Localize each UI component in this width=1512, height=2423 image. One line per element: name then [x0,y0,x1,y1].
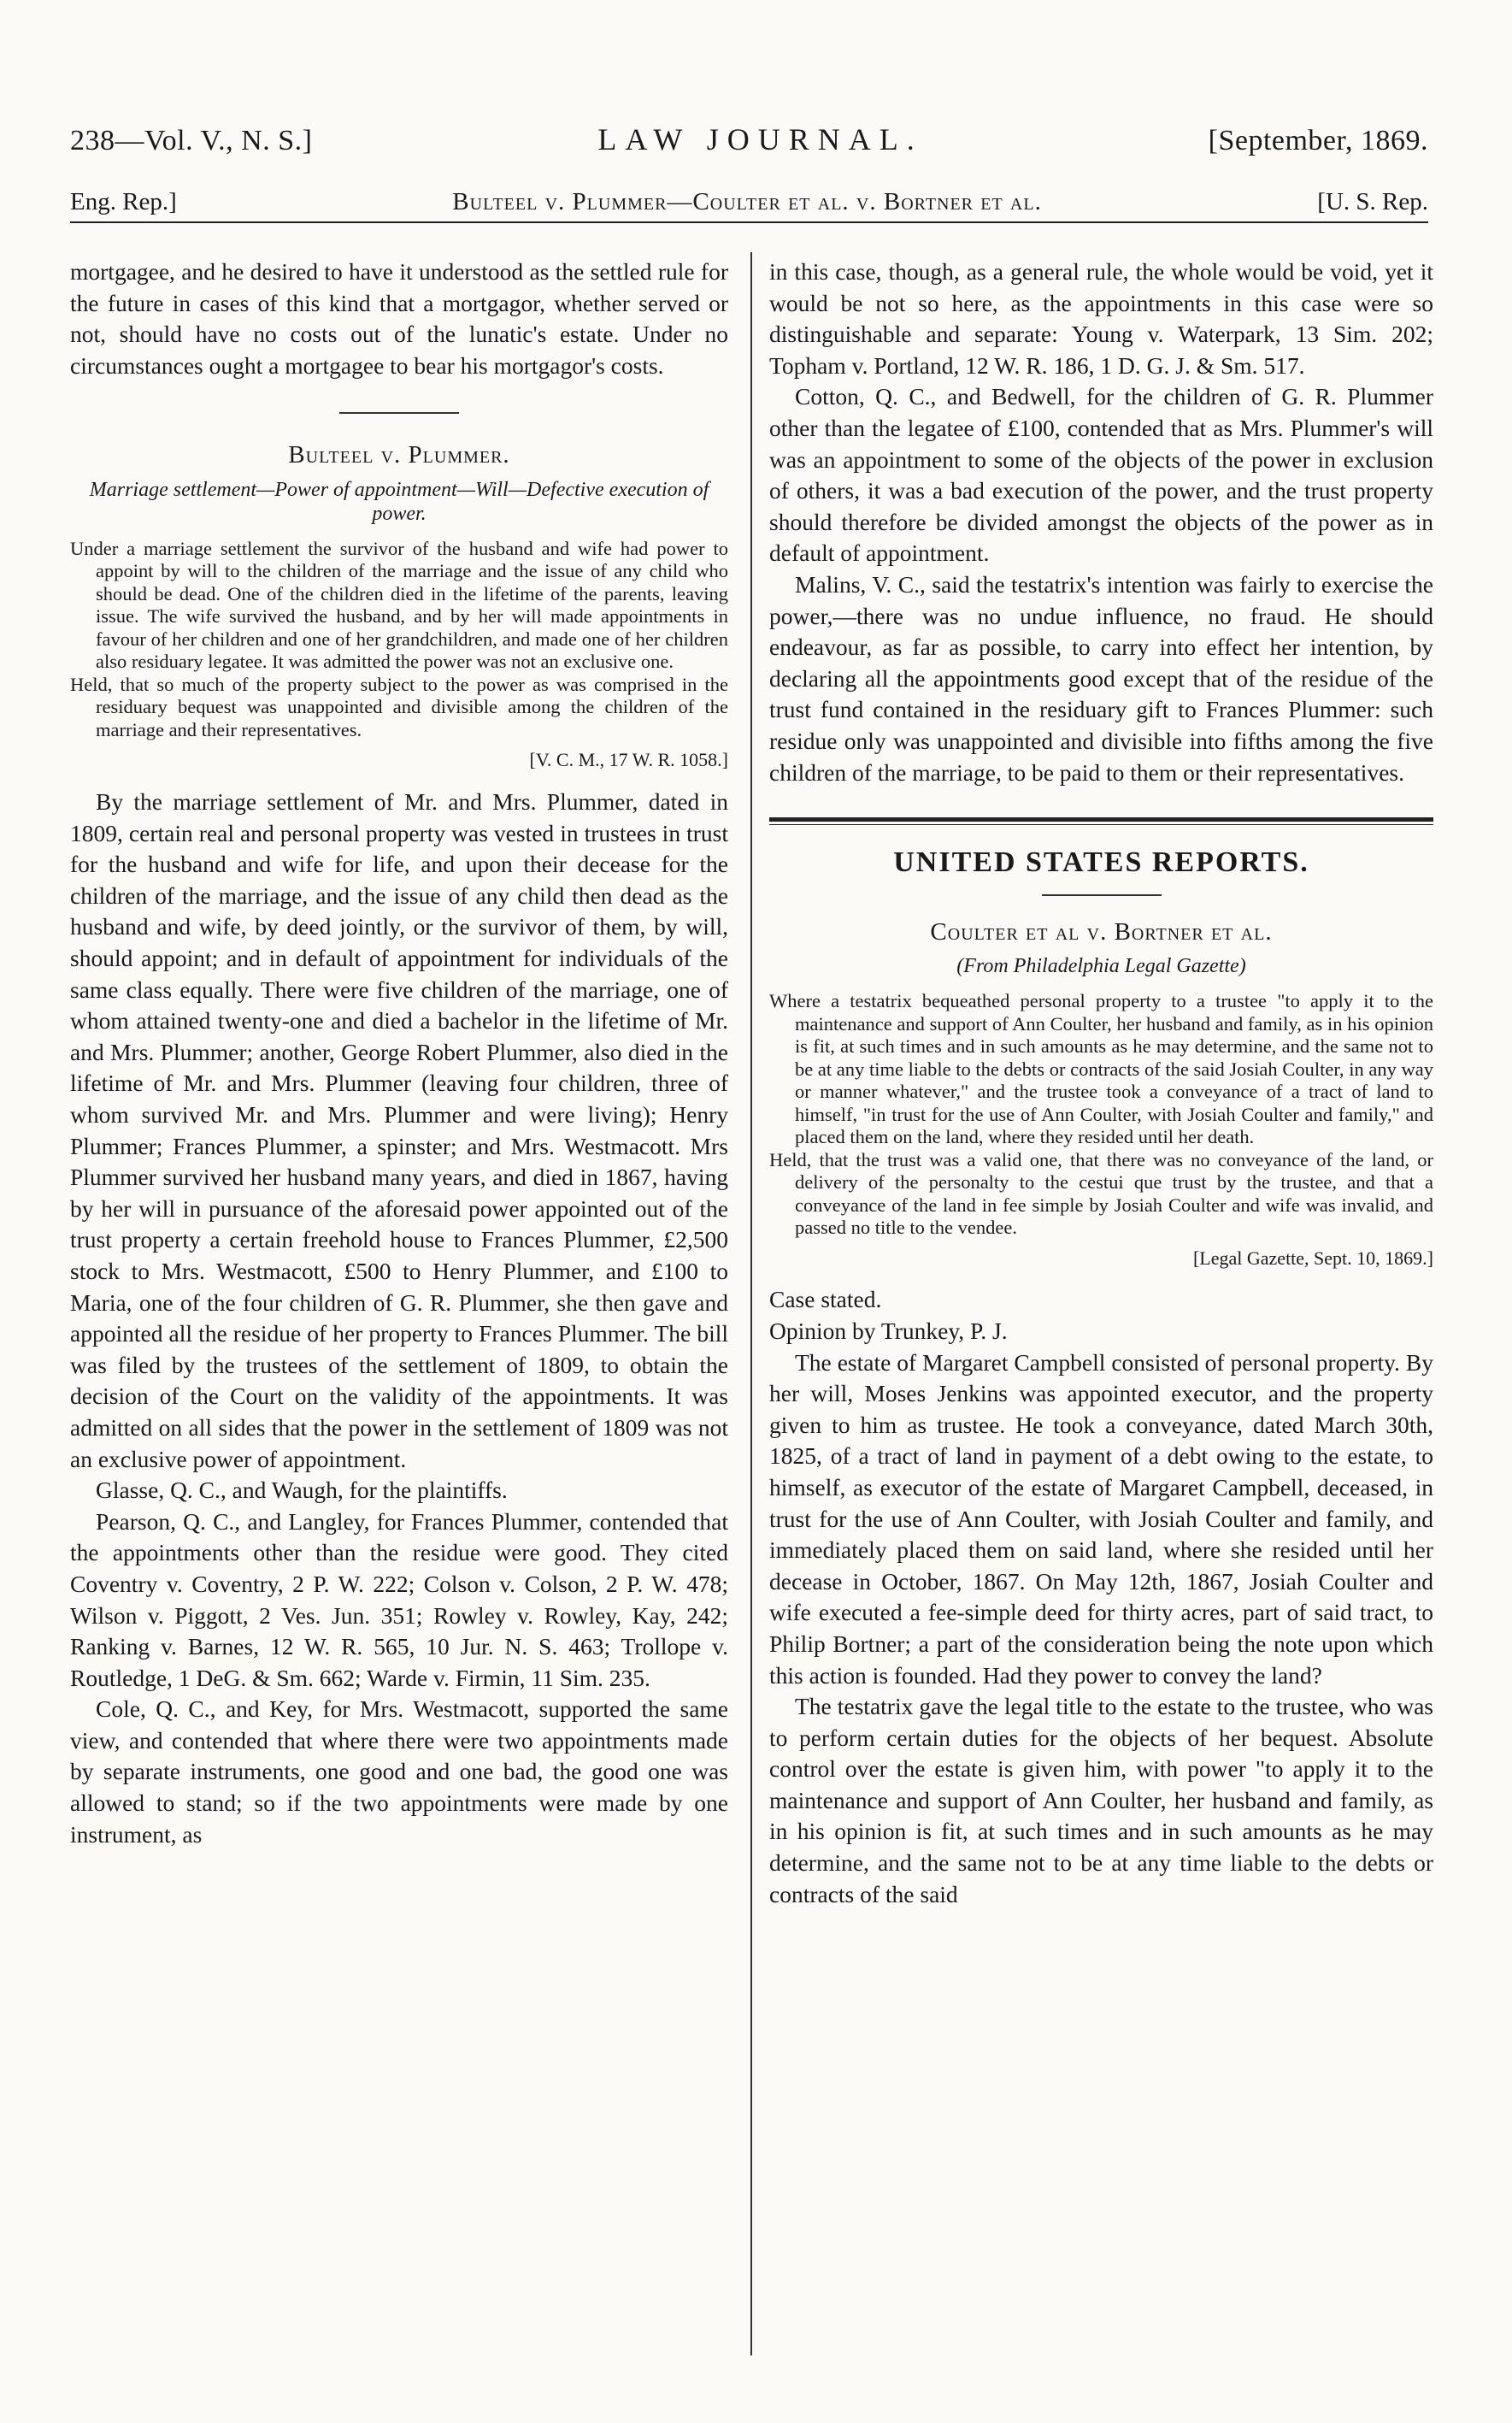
issue-date: [September, 1869. [1208,125,1428,156]
case-subheader [70,188,1428,223]
left-intro-paragraph: mortgagee, and he desired to have it understood as the settled rule for the future in cases of this kind that a mortgagor, whether served or not, should have no costs out of the lunatic's estate. Under no circumstances ought a mortgagee to bear his mortgagor's costs. [70,258,728,379]
left-paragraph-1: By the marriage settlement of Mr. and Mrs. Plummer, dated in 1809, certain real and personal property was vested in trustees in trust for the husband and wife for life, and upon their decease for the children of the marriage, and the issue of any child then dead as the husband and wife, by deed jointly, or the survivor of them, by will, should appoint; and in default of appointment for individuals of the same class equally. There were five children of the marriage, one of whom attained twenty-one and died a bachelor in the lifetime of Mr. and Mrs. Plummer; another, George Robert Plummer, also died in the lifetime of Mr. and Mrs. Plummer (leaving four children, three of whom survived Mr. and Mrs. Plummer and were living); Henry Plummer; Frances Plummer, a spinster; and Mrs. Westmacott. Mrs Plummer survived her husband many years, and died in 1867, having by her will in pursuance of the aforesaid power appointed out of the trust property a certain freehold house to Frances Plummer, £2,500 stock to Mrs. Westmacott, £500 to Henry Plummer, and £100 to Maria, one of the four children of G. R. Plummer, she then gave and appointed all the residue of her property to Frances Plummer. The bill was filed by the trustees of the settlement of 1809, to obtain the decision of the Court on the validity of the appointments. It was admitted on all sides that the power in the settlement of 1809 was not an exclusive power of appointment. [70,788,728,1472]
headnote-held: Held, that so much of the property subject to the power as was comprised in the residuary bequest was unappointed and divisible among the children of the marriage and their representatives. [70,673,728,740]
right-paragraph-7: The testatrix gave the legal title to the estate to the trustee, who was to perform certain duties for the objects of her bequest. Absolute control over the estate is given him, with power "to apply it to the maintenance and support of Ann Coulter, her husband and family, as in his opinion is fit, at such times and in such amounts as he may determine, and the same not to be at any time liable to the debts or contracts of the said [769,1693,1433,1907]
left-paragraph-4: Cole, Q. C., and Key, for Mrs. Westmacott, supported the same view, and contended that where there were two appointments made by separate instruments, one good and one bad, the good one was allowed to stand; so if the two appointments were made by one instrument, as [70,1695,728,1848]
cases-heading: Bulteel v. Plummer—Coulter et al. v. Bortner et al. [452,188,1042,215]
right-report-tag: [U. S. Rep. [1317,188,1428,215]
case-citation-us: [Legal Gazette, Sept. 10, 1869.] [1192,1247,1433,1269]
left-paragraph-3: Pearson, Q. C., and Langley, for Frances Plummer, contended that the appointments other than the residue were good. They cited Coventry v. Coventry, 2 P. W. 222; Colson v. Colson, 2 P. W. 478; Wilson v. Piggott, 2 Ves. Jun. 351; Rowley v. Rowley, Kay, 242; Ranking v. Barnes, 12 W. R. 565, 10 Jur. N. S. 463; Trollope v. Routledge, 1 DeG. & Sm. 662; Warde v. Firmin, 11 Sim. 235. [70,1507,728,1691]
headnote-facts: Under a marriage settlement the survivor of the husband and wife had power to appoint by will to the children of the marriage and the issue of any child who should be dead. One of the children died in the lifetime of the parents, leaving issue. The wife survived the husband, and by her will made appointments in favour of her children and one of her grandchildren, and made one of her children also residuary legatee. It was admitted the power was not an exclusive one. [70,537,728,673]
page-reference: 238—Vol. V., N. S.] [70,125,313,156]
case-title-bulteel: Bulteel v. Plummer. [288,441,510,469]
right-paragraph-6: The estate of Margaret Campbell consisted of personal property. By her will, Moses Jenkins was appointed executor, and the property given to him as trustee. He took a conveyance, dated March 30th, 1825, of a tract of land in payment of a debt owing to the estate, to himself, as executor of the estate of Margaret Campbell, deceased, in trust for the use of Ann Coulter, with Josiah Coulter and family, and immediately placed them on said land, where she resided until her decease in October, 1867. On May 12th, 1867, Josiah Coulter and wife executed a fee-simple deed for thirty acres, part of said tract, to Philip Bortner; a part of the consideration being the note upon which this action is founded. Had they power to convey the land? [769,1348,1433,1689]
headnote-us-held: Held, that the trust was a valid one, that there was no conveyance of the land, or delivery of the personalty to the cestui que trust by the trustee, and that a conveyance of the land in fee simple by Josiah Coulter and wife was invalid, and passed no title to the vendee. [769,1148,1433,1239]
right-column [769,256,1433,1910]
section-double-rule [769,817,1433,825]
running-header [70,121,1428,157]
left-report-tag: Eng. Rep.] [70,188,177,215]
section-rule [339,412,459,414]
right-paragraph-1: in this case, though, as a general rule, the whole would be void, yet it would be not so here, as the appointments in this case were so distinguishable and separate: Young v. Waterpark, 13 Sim. 202; Topham v. Portland, 12 W. R. 186, 1 D. G. J. & Sm. 517. [769,258,1433,379]
left-column [70,256,728,1850]
journal-title: LAW JOURNAL. [597,122,923,156]
headnote [70,538,728,742]
headnote-us [769,990,1433,1240]
column-divider [750,252,752,2355]
case-source: (From Philadelphia Legal Gazette) [956,955,1246,978]
right-paragraph-4: Case stated. [769,1286,882,1313]
right-paragraph-3: Malins, V. C., said the testatrix's intention was fairly to exercise the power,—there was no undue influence, no fraud. He should endeavour, as far as possible, to carry into effect her intention, by declaring all the appointments good except that of the residue of the trust fund contained in the residuary gift to Frances Plummer: such residue only was unappointed and divisible into fifths among the five children of the marriage, to be paid to them or their representatives. [769,570,1433,786]
right-paragraph-2: Cotton, Q. C., and Bedwell, for the children of G. R. Plummer other than the legatee of £100, contended that as Mrs. Plummer's will was an appointment to some of the objects of the power in exclusion of others, it was a bad execution of the power, and the trust property should therefore be divided amongst the objects of the power as in default of appointment. [769,383,1433,567]
headnote-us-facts: Where a testatrix bequeathed personal property to a trustee "to apply it to the maintenance and support of Ann Coulter, her husband and family, as in his opinion is fit, at such times and in such amounts as he may determine, and the same not to be at any time liable to the debts or contracts of the said Josiah Coulter, in any way or manner whatever," and the trustee took a conveyance of a tract of land to himself, "in trust for the use of Ann Coulter, with Josiah Coulter and family," and placed them on the land, where they resided until her death. [769,990,1433,1148]
case-title-coulter: Coulter et al v. Bortner et al. [930,917,1273,946]
left-paragraph-2: Glasse, Q. C., and Waugh, for the plaintiffs. [96,1477,508,1504]
case-keywords: Marriage settlement—Power of appointment—Will—Defective execution of power. [89,478,709,525]
case-citation: [V. C. M., 17 W. R. 1058.] [529,749,728,771]
section-title: UNITED STATES REPORTS. [893,846,1309,879]
right-paragraph-5: Opinion by Trunkey, P. J. [769,1317,1008,1344]
section-rule-small [1042,894,1162,896]
